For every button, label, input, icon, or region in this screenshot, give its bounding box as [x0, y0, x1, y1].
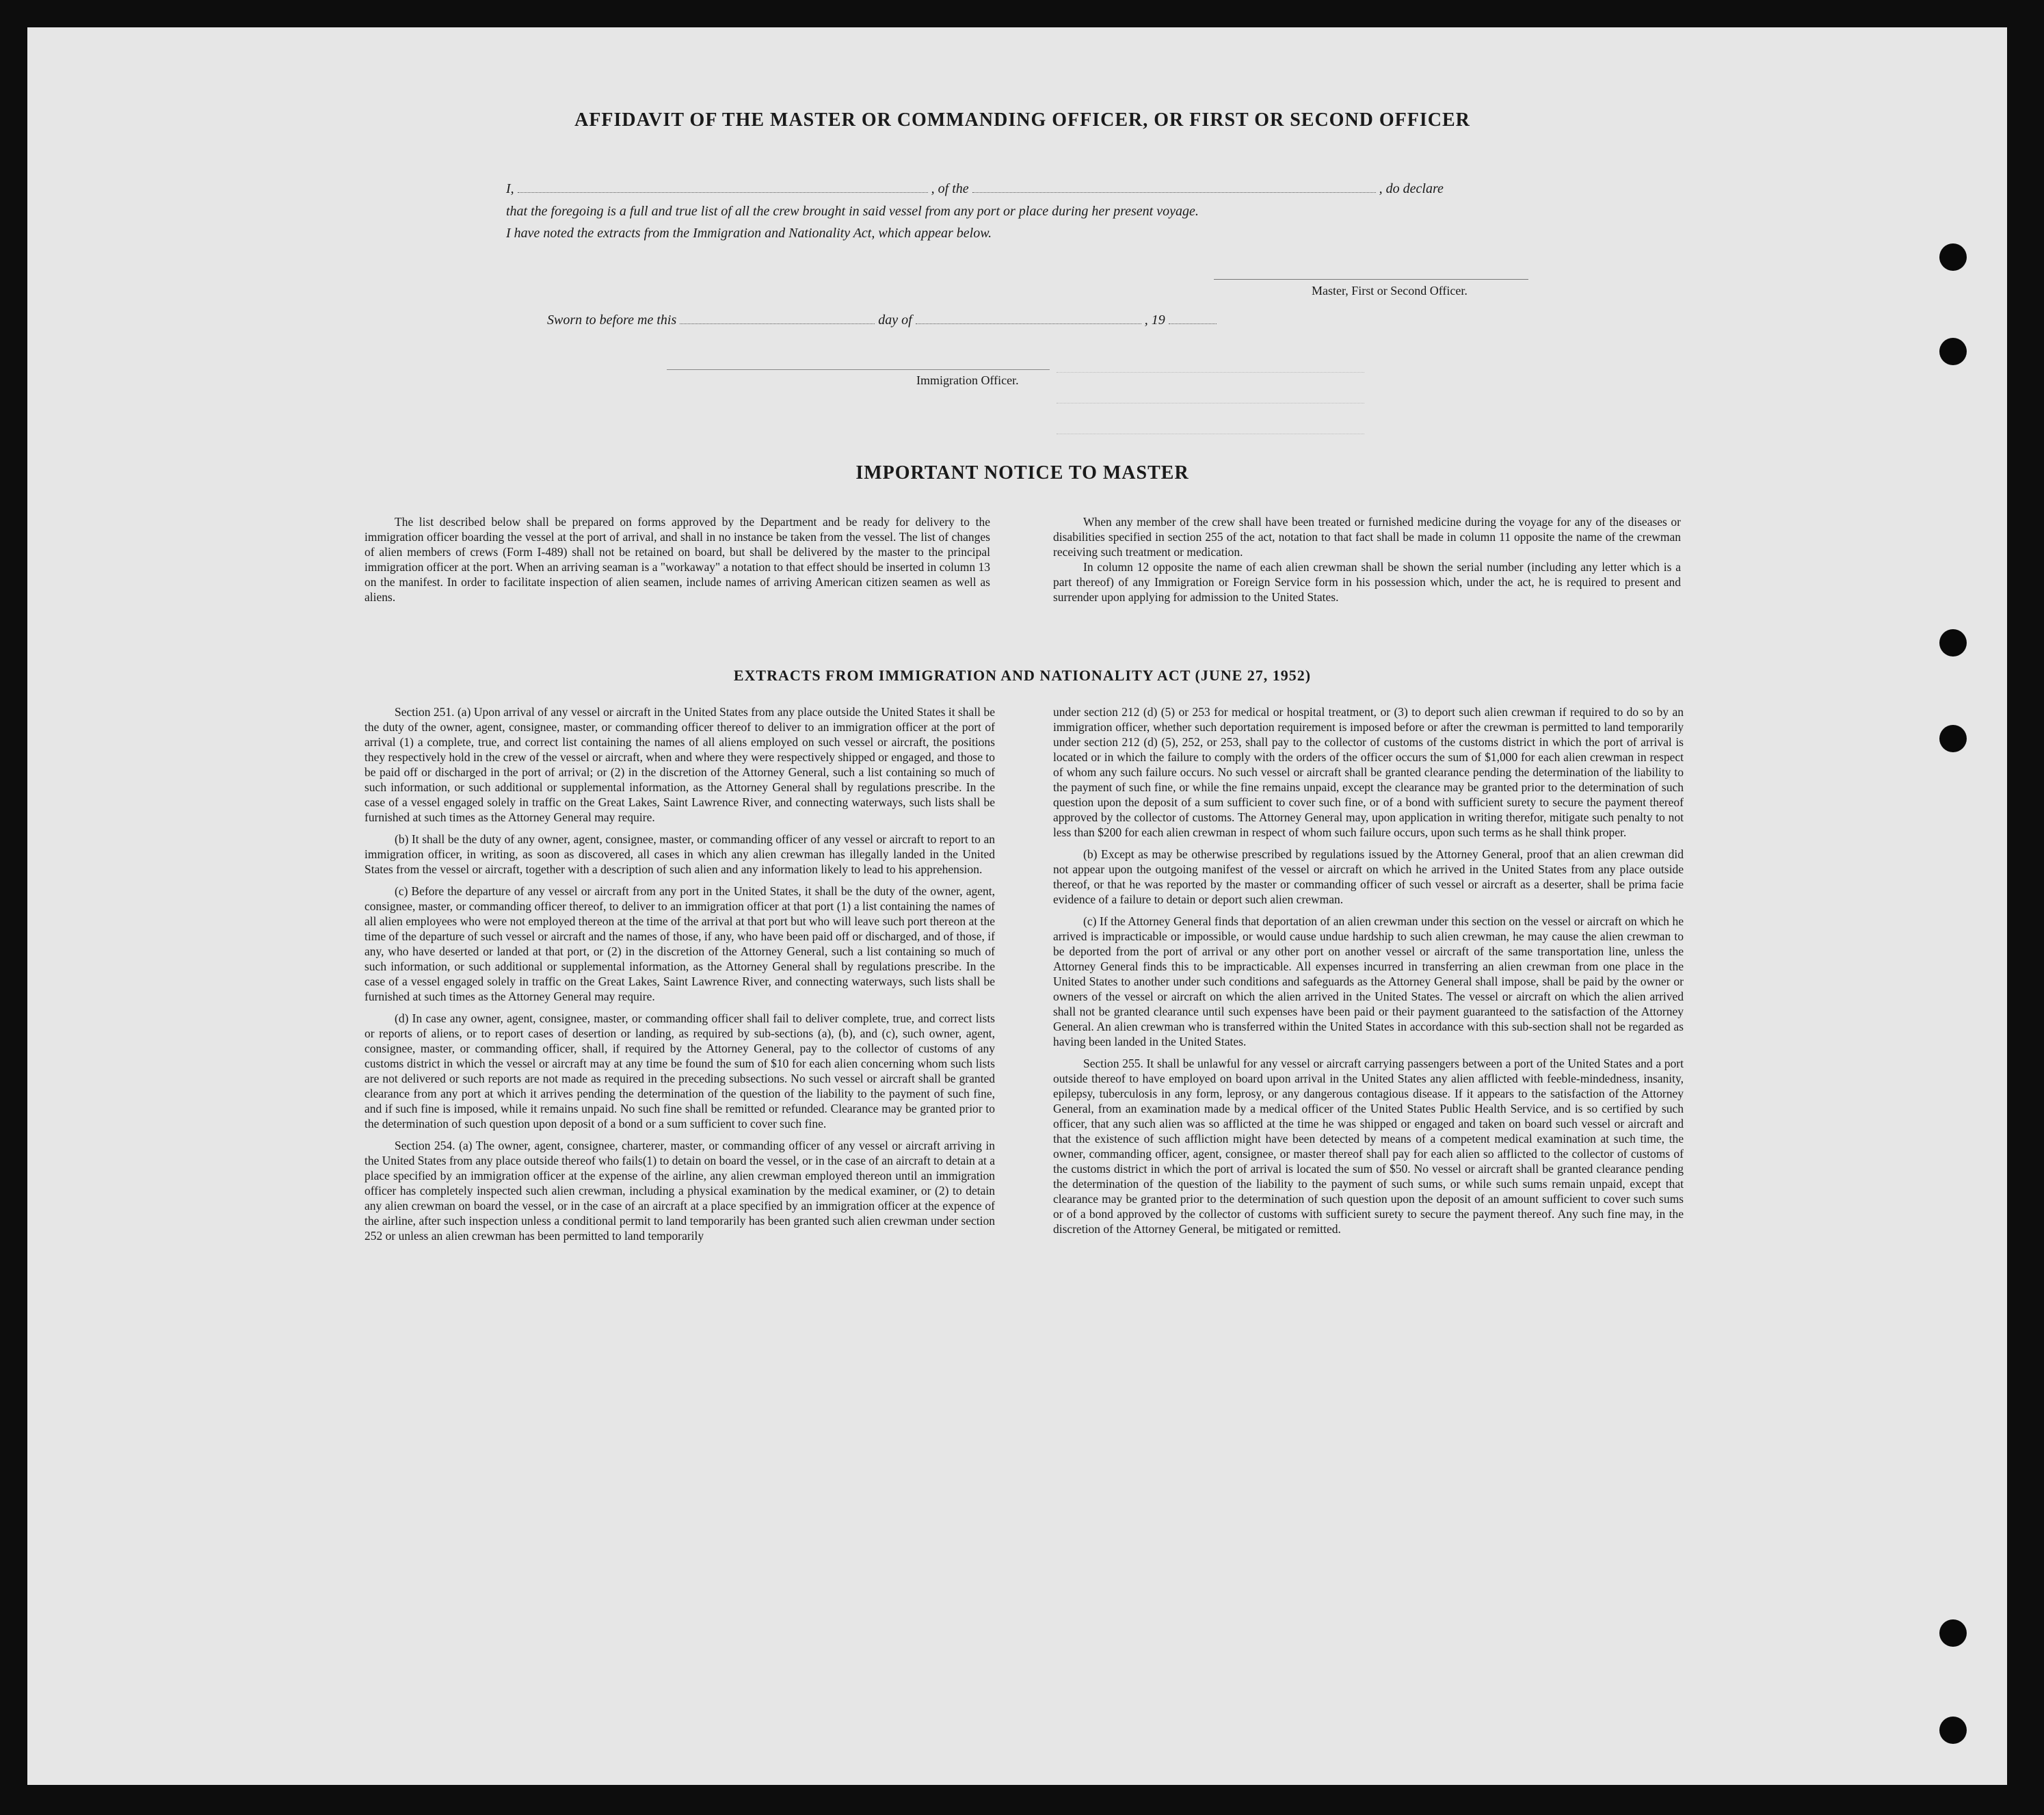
vessel-name-field: [972, 192, 1376, 193]
binder-hole: [1939, 1717, 1967, 1744]
immigration-officer-caption: Immigration Officer.: [916, 373, 1019, 387]
statute-paragraph: (d) In case any owner, agent, consignee, master, or commanding officer shall fail to deliver complete, true, and correct lists or reports of aliens, or to report cases of desertion or landing, as required by sub-sections (a), (b), and (c), such owner, agent, consignee, master, or commanding officer, shall, if required by the Attorney General, pay to the collector of customs of any customs district in which the vessel or aircraft may at any time be found the sum of $10 for each alien concerning whom such lists are not delivered or such reports are not made as required in the preceding subsections. No such vessel or aircraft shall be granted clearance from any port at which it arrives pending the determination of the question of the liability to the payment of such fine, and if such fine is imposed, while it remains unpaid. No such fine shall be remitted or refunded. Clearance may be granted prior to the determination of such question upon deposit of a bond or a sum sufficient to cover such fine.: [364, 1011, 995, 1130]
sworn-line: [547, 313, 1217, 328]
declare-suffix: , do declare: [1379, 181, 1444, 196]
declaration-line-2: that the foregoing is a full and true list of all the crew brought in said vessel from any port or place during her present voyage.: [506, 204, 1199, 219]
binder-hole: [1939, 1619, 1967, 1647]
statute-paragraph: under section 212 (d) (5) or 253 for medical or hospital treatment, or (3) to deport such alien crewman if required to do so by an immigration officer, whether such deportation requirement is imposed before or after the crewman is permitted to land temporarily under section 212 (d) (5), 252, or 253, shall pay to the collector of customs of the customs district in which the port of arrival is located or in which the failure to comply with the orders of the officer occurs the sum of $1,000 for each alien crewman in respect of whom any such failure occurs. No such vessel or aircraft shall be granted clearance pending the determination of the liability to the payment of such fine, or while the fine remains unpaid, except the clearance may be granted prior to the determination of such question upon the deposit of a sum sufficient to cover such fine, or of a bond with sufficient surety to secure the payment thereof approved by the collector of customs. The Attorney General may, upon application in writing therefor, mitigate such penalty to not less than $200 for each alien crewman in respect of whom such failure occurs, upon such terms as he shall think proper.: [1053, 705, 1684, 839]
master-signature-caption: Master, First or Second Officer.: [1312, 284, 1468, 297]
declarant-prefix: I,: [506, 181, 514, 196]
notice-right-column: [1053, 514, 1681, 611]
binder-hole: [1939, 629, 1967, 657]
immigration-officer-line: [667, 369, 1050, 370]
notice-paragraph: When any member of the crew shall have been treated or furnished medicine during the voyage for any of the diseases or disabilities specified in section 255 of the act, notation to that fact shall be made in column 11 opposite the name of the crewman receiving such treatment or medication.: [1053, 515, 1681, 559]
declaration-line-3: I have noted the extracts from the Immigration and Nationality Act, which appear below.: [506, 226, 992, 241]
statute-paragraph: Section 255. It shall be unlawful for any vessel or aircraft carrying passengers between a port of the United States and a port outside thereof to have employed on board upon arrival in the United States any alien afflicted with feeble-mindedness, insanity, epilepsy, tuberculosis in any form, leprosy, or any dangerous contagious disease. If it appears to the satisfaction of the Attorney General, from an examination made by a medical officer of the United States Public Health Service, and is so certified by such officer, that any such alien was so afflicted at the time he was shipped or engaged and taken on board such vessel or aircraft and that the existence of such affliction might have been detected by means of a competent medical examination at such time, the owner, commanding officer, agent, consignee, or master thereof shall pay for each alien so afflicted to the collector of customs of the customs district in which the port of arrival is located the sum of $50. No vessel or aircraft shall be granted clearance pending the determination of the question of the liability to the payment of such sums, or while such sums remain unpaid, except that clearance may be granted prior to the determination of such question upon the deposit of an amount sufficient to cover such sums or of a bond approved by the collector of customs with sufficient surety to secure the payment thereof. Any such fine may, in the discretion of the Attorney General, be mitigated or remitted.: [1053, 1057, 1684, 1236]
document-page: [27, 27, 2007, 1785]
statute-paragraph: Section 254. (a) The owner, agent, consignee, charterer, master, or commanding officer of any vessel or aircraft arriving in the United States from any place outside thereof who fails(1) to detain on board the vessel, or in the case of an aircraft to detain at a place specified by an immigration officer at the expense of the airline, any alien crewman employed thereon until an immigration officer has completely inspected such alien crewman, including a physical examination by the medical examiner, or (2) to detain any alien crewman on board the vessel, or in the case of an aircraft at a place specified by an immigration officer at the expence of the airline, after such inspection unless a conditional permit to land temporarily has been granted such alien crewman under section 252 or unless an alien crewman has been permitted to land temporarily: [364, 1139, 995, 1243]
sworn-year-field: [1169, 323, 1217, 324]
binder-hole: [1939, 725, 1967, 752]
statute-paragraph: (c) If the Attorney General finds that deportation of an alien crewman under this section on the vessel or aircraft on which he arrived is impracticable or impossible, or would cause undue hardship to such alien crewman, he may cause the alien crewman to be deported from the port of arrival or any other port on another vessel or aircraft of the same transportation line, unless the Attorney General finds this to be impracticable. All expenses incurred in transferring an alien crewman from one place in the United States to another under such conditions and safeguards as the Attorney General shall impose, shall be paid by the owner or owners of the vessel or aircraft on which the alien arrived in the United States. The vessel or aircraft on which the alien arrived shall not be granted clearance until such expenses have been paid or their payment guaranteed to the satisfaction of the Attorney General. An alien crewman who is transferred within the United States in accordance with this sub-section shall not be regarded as having been landed in the United States.: [1053, 914, 1684, 1048]
binder-hole: [1939, 338, 1967, 365]
extracts-title: EXTRACTS FROM IMMIGRATION AND NATIONALITY ACT (JUNE 27, 1952): [733, 667, 1312, 684]
notice-paragraph: The list described below shall be prepared on forms approved by the Department and be ready for delivery to the immigration officer boarding the vessel at the port of arrival, and shall in no instance be taken from the vessel. The list of changes of alien members of crews (Form I-489) shall not be retained on board, but shall be delivered by the master to the principal immigration officer at the port. When an arriving seaman is a "workaway" a notation to that effect should be inserted in column 13 on the manifest. In order to facilitate inspection of alien seamen, include names of arriving American citizen seamen as well as aliens.: [364, 515, 990, 604]
declaration-line-1: [506, 181, 1528, 197]
notice-title: IMPORTANT NOTICE TO MASTER: [855, 462, 1189, 483]
sworn-month-field: [916, 323, 1141, 324]
declarant-name-field: [518, 192, 928, 193]
sworn-label: Sworn to before me this: [547, 313, 677, 328]
master-signature-line: [1214, 279, 1528, 280]
notice-paragraph: In column 12 opposite the name of each alien crewman shall be shown the serial number (including any letter which is a part thereof) of any Immigration or Foreign Service form in his possession which, under the act, he is required to present and surrender upon applying for admission to the United States.: [1053, 560, 1681, 604]
statute-paragraph: (c) Before the departure of any vessel or aircraft from any port in the United States, it shall be the duty of the owner, agent, consignee, master, or commanding officer thereof, to deliver to an immigration officer at that port (1) a list containing the names of all alien employees who were not employed thereon at the time of the arrival at that port but who will leave such port thereon at the time of the departure of such vessel or aircraft and the names of those, if any, who have been paid off or discharged, and of those, if any, who have deserted or landed at that port, or (2) in the discretion of the Attorney General, such a list containing so much of such information, or such additional or supplemental information, as the Attorney General shall by regulations prescribe. In the case of a vessel engaged solely in traffic on the Great Lakes, Saint Lawrence River, and connecting waterways, such lists shall be furnished at such times as the Attorney General may require.: [364, 884, 995, 1003]
faded-stamp-marks: [1057, 342, 1364, 434]
statute-paragraph: (b) It shall be the duty of any owner, agent, consignee, master, or commanding officer of any vessel or aircraft to report to an immigration officer, in writing, as soon as discovered, all cases in which any alien crewman has illegally landed in the United States from the vessel or aircraft, together with a description of such alien and any information likely to lead to his apprehension.: [364, 832, 995, 876]
binder-hole: [1939, 243, 1967, 271]
year-label: , 19: [1144, 313, 1165, 328]
sworn-day-field: [680, 323, 875, 324]
extracts-right-column: [1053, 704, 1684, 1243]
extracts-left-column: [364, 704, 995, 1250]
notice-left-column: [364, 514, 990, 611]
statute-paragraph: Section 251. (a) Upon arrival of any vessel or aircraft in the United States from any place outside the United States it shall be the duty of the owner, agent, consignee, master, or commanding officer thereof to deliver to an immigration officer at the port of arrival (1) a complete, true, and correct list containing the names of all aliens employed on such vessel or aircraft, the positions they respectively hold in the crew of the vessel or aircraft, when and where they were respectively shipped or engaged, and those to be paid off or discharged in the port of arrival; or (2) in the discretion of the Attorney General, such a list containing so much of such information, or such additional or supplemental information, as the Attorney General shall by regulations prescribe. In the case of a vessel engaged solely in traffic on the Great Lakes, Saint Lawrence River, and connecting waterways, such lists shall be furnished at such times as the Attorney General may require.: [364, 705, 995, 824]
vessel-prefix: , of the: [931, 181, 969, 196]
statute-paragraph: (b) Except as may be otherwise prescribed by regulations issued by the Attorney General, proof that an alien crewman did not appear upon the outgoing manifest of the vessel or aircraft on which he arrived in the United States from any place outside thereof, or that he was reported by the master or commanding officer of such vessel or aircraft as a deserter, shall be prima facie evidence of a failure to detain or deport such alien crewman.: [1053, 847, 1684, 906]
day-of-label: day of: [878, 313, 912, 328]
affidavit-title: AFFIDAVIT OF THE MASTER OR COMMANDING OFFICER, OR FIRST OR SECOND OFFICER: [574, 109, 1470, 131]
